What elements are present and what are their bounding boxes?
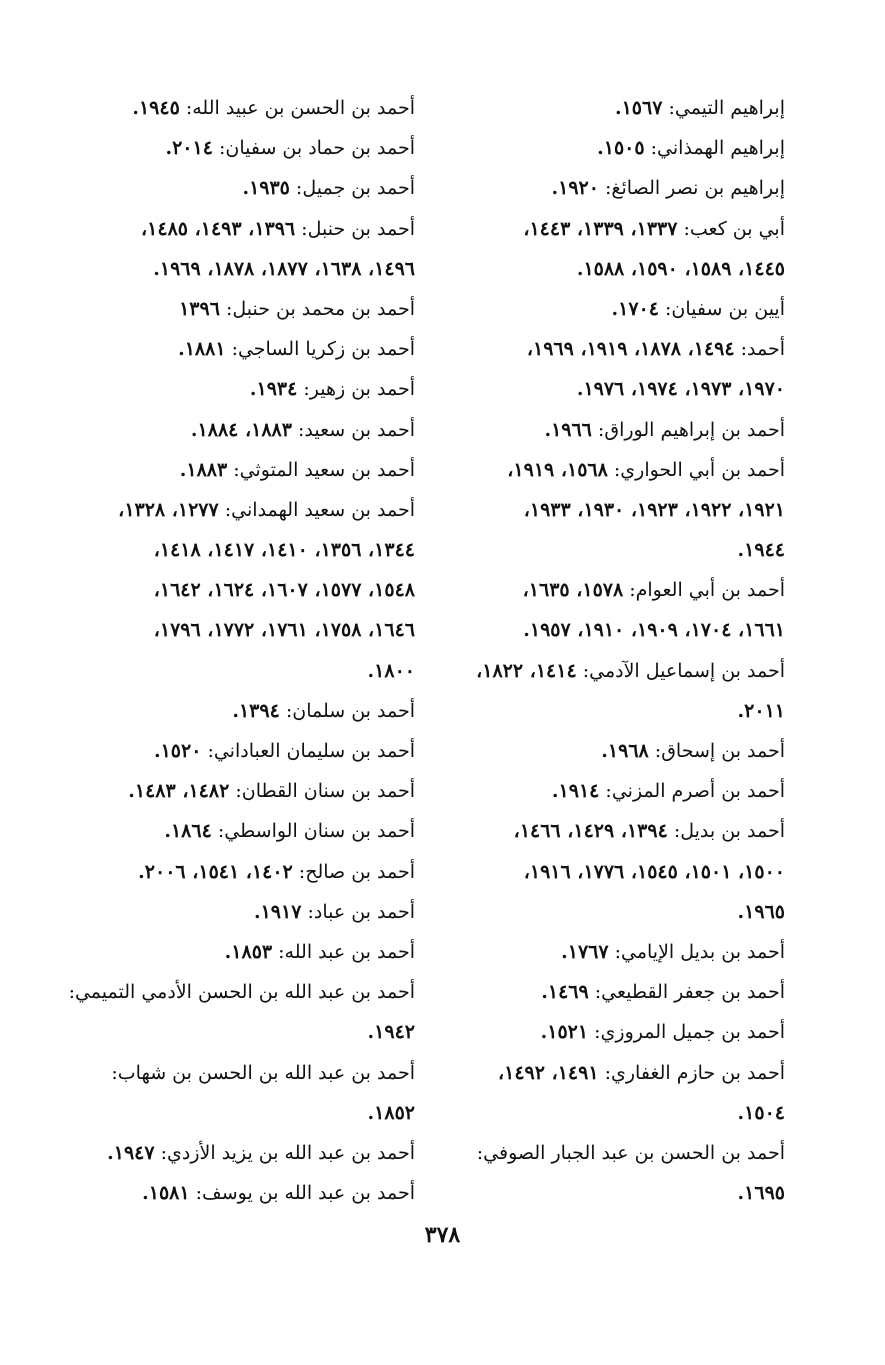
index-entry-continuation (417, 852, 785, 892)
entry-name: أبي بن كعب: (677, 217, 785, 240)
index-entry (43, 1053, 415, 1093)
entry-name: أحمد بن إسماعيل الآدمي: (576, 659, 785, 682)
entry-page-refs: ١٣٩٦ (179, 297, 220, 320)
entry-page-refs: ١٣٤٤، ١٣٥٦، ١٤١٠، ١٤١٧، ١٤١٨، (153, 539, 415, 562)
entry-name: إبراهيم بن نصر الصائغ: (598, 177, 785, 200)
entry-name: أحمد بن حماد بن سفيان: (212, 137, 415, 160)
index-entry-continuation (417, 249, 785, 289)
index-entry (417, 1053, 785, 1093)
entry-page-refs: ١٨٥٣. (224, 940, 273, 963)
entry-name: أحمد بن إسحاق: (648, 740, 785, 762)
index-entry (43, 972, 415, 1012)
index-entry (417, 932, 785, 972)
entry-page-refs: ١٤٩٤، ١٨٧٨، ١٩١٩، ١٩٦٩، (526, 338, 735, 361)
entry-name: أحمد بن سعيد المتوثي: (227, 458, 415, 481)
entry-name: أحمد بن عبد الله بن الحسن الأدمي التميمي: (68, 981, 415, 1004)
index-entry-continuation (43, 651, 415, 691)
entry-name: أحمد بن زكريا الساجي: (225, 338, 415, 361)
entry-page-refs: ١٦٤٦، ١٧٥٨، ١٧٦١، ١٧٧٢، ١٧٩٦، (153, 619, 415, 642)
entry-name: أحمد بن جميل المروزي: (588, 1021, 785, 1044)
index-entry (43, 410, 415, 450)
entry-page-refs: ١٨٨٣، ١٨٨٤. (190, 418, 292, 441)
entry-page-refs: ٢٠١٤. (165, 137, 213, 160)
entry-page-refs: ١٩٢٠. (551, 177, 599, 200)
entry-name: أحمد بن سليمان العباداني: (201, 740, 415, 762)
index-entry (43, 932, 415, 972)
index-entry (417, 811, 785, 851)
index-entry (417, 128, 785, 168)
entry-name: أحمد بن إبراهيم الوراق: (591, 418, 785, 441)
entry-page-refs: ١٩٧٠، ١٩٧٣، ١٩٧٤، ١٩٧٦. (576, 378, 785, 401)
index-entry (417, 329, 785, 369)
entry-page-refs: ١٥٢٠. (153, 740, 202, 762)
index-entry-continuation (43, 570, 415, 610)
entry-name: أحمد بن بديل الإيامي: (608, 940, 785, 963)
index-entry (417, 88, 785, 128)
index-entry (43, 892, 415, 932)
entry-page-refs: ١٩٤٥. (132, 97, 180, 119)
entry-page-refs: ١٨٥٢. (367, 1101, 415, 1124)
index-entry-continuation (417, 369, 785, 409)
index-entry (43, 771, 415, 811)
entry-name: أيين بن سفيان: (658, 297, 785, 320)
entry-name: أحمد بن أصرم المزني: (599, 780, 785, 803)
entry-page-refs: ١٥٧٨، ١٦٣٥، (522, 579, 624, 602)
entry-page-refs: ١٥٠٤. (737, 1101, 785, 1124)
entry-name: أحمد بن عبد الله: (272, 940, 415, 963)
entry-page-refs: ١٩٦٨. (601, 740, 649, 762)
entry-page-refs: ١٤٤٥، ١٥٨٩، ١٥٩٠، ١٥٨٨. (576, 257, 785, 280)
entry-page-refs: ١٩٤٢. (367, 1021, 415, 1044)
entry-name: أحمد بن سعيد: (291, 418, 415, 441)
entry-name: أحمد بن زهير: (297, 378, 415, 401)
entry-name: أحمد بن بديل: (667, 820, 785, 843)
index-entry (417, 1012, 785, 1052)
entry-name: أحمد بن محمد بن حنبل: (219, 297, 415, 320)
entry-page-refs: ١٩٣٥. (242, 177, 290, 200)
entry-name: أحمد بن حازم الغفاري: (598, 1061, 785, 1084)
index-entry (43, 209, 415, 249)
entry-page-refs: ١٥٦٨، ١٩١٩، (507, 458, 608, 481)
index-entry (417, 1133, 785, 1173)
index-column-right (417, 88, 785, 1213)
entry-page-refs: ١٩١٤. (551, 780, 600, 803)
entry-name: أحمد بن عبد الله بن يوسف: (189, 1182, 415, 1205)
index-entry-continuation (417, 530, 785, 570)
index-entry (43, 811, 415, 851)
entry-page-refs: ١٤٠٢، ١٥٤١، ٢٠٠٦. (138, 860, 293, 883)
entry-page-refs: ١٥٦٧. (614, 97, 663, 119)
entry-page-refs: ١٣٩٤. (232, 699, 280, 722)
index-entry (43, 88, 415, 128)
entry-page-refs: ١٣٩٤، ١٤٢٩، ١٤٦٦، (513, 820, 668, 843)
index-entry (43, 128, 415, 168)
entry-name: أحمد بن سنان القطان: (229, 780, 415, 803)
index-entry (43, 450, 415, 490)
index-entry (43, 490, 415, 530)
entry-name: أحمد بن سنان الواسطي: (211, 820, 415, 843)
entry-name: أحمد بن الحسن بن عبيد الله: (179, 97, 415, 119)
index-entry (417, 570, 785, 610)
index-entry (43, 168, 415, 208)
entry-page-refs: ١٩٤٧. (107, 1141, 155, 1164)
entry-page-refs: ١٩٤٤. (737, 539, 785, 562)
index-entry-continuation (43, 1093, 415, 1133)
entry-page-refs: ١٥٠٥. (597, 137, 645, 160)
index-entry (43, 369, 415, 409)
entry-page-refs: ١٦٦١، ١٧٠٤، ١٩٠٩، ١٩١٠، ١٩٥٧. (523, 619, 785, 642)
entry-name: أحمد بن جعفر القطيعي: (588, 981, 785, 1004)
entry-name: أحمد بن سلمان: (279, 699, 415, 722)
entry-name: أحمد: (734, 338, 785, 361)
index-entry (417, 972, 785, 1012)
index-entry-continuation (43, 249, 415, 289)
index-entry-continuation (417, 691, 785, 731)
index-entry-continuation (43, 530, 415, 570)
entry-page-refs: ١٣٣٧، ١٣٣٩، ١٤٤٣، (523, 217, 678, 240)
entry-page-refs: ١٩١٧. (253, 900, 302, 923)
index-entry-continuation (43, 610, 415, 650)
index-entry-continuation (417, 1093, 785, 1133)
index-column-left (43, 88, 415, 1213)
entry-name: إبراهيم التيمي: (662, 97, 785, 119)
entry-page-refs: ١٥٨١. (142, 1182, 190, 1205)
entry-page-refs: ١٥٠٠، ١٥٠١، ١٥٤٥، ١٧٧٦، ١٩١٦، (523, 860, 785, 883)
entry-name: أحمد بن أبي العوام: (623, 579, 785, 602)
entry-name: أحمد بن أبي الحواري: (607, 458, 785, 481)
index-entry (417, 209, 785, 249)
entry-name: أحمد بن الحسن بن عبد الجبار الصوفي: (476, 1141, 785, 1164)
entry-page-refs: ١٤٩٦، ١٦٣٨، ١٨٧٧، ١٨٧٨، ١٩٦٩. (153, 257, 415, 280)
entry-name: إبراهيم الهمذاني: (644, 137, 785, 160)
index-entry-continuation (417, 892, 785, 932)
entry-page-refs: ١٩٢١، ١٩٢٢، ١٩٢٣، ١٩٣٠، ١٩٣٣، (523, 498, 785, 521)
index-entry (417, 731, 785, 771)
index-entry-continuation (417, 610, 785, 650)
index-entry (417, 168, 785, 208)
entry-page-refs: ١٩٦٥. (737, 900, 785, 923)
entry-page-refs: ١٨٦٤. (164, 820, 212, 843)
index-entry (43, 1173, 415, 1213)
index-entry (43, 329, 415, 369)
entry-page-refs: ١٤٨٢، ١٤٨٣. (128, 780, 230, 803)
entry-page-refs: ١٧٠٤. (611, 297, 659, 320)
entry-page-refs: ١٧٦٧. (561, 940, 609, 963)
entry-name: أحمد بن حنبل: (295, 217, 415, 240)
entry-name: أحمد بن سعيد الهمداني: (218, 498, 415, 521)
entry-page-refs: ١٨٨٣. (179, 458, 228, 481)
entry-name: أحمد بن عباد: (301, 900, 415, 923)
entry-page-refs: ١٩٦٦. (544, 418, 592, 441)
index-entry (417, 771, 785, 811)
entry-name: أحمد بن جميل: (289, 177, 415, 200)
page-number: ٣٧٨ (424, 1222, 461, 1248)
entry-name: أحمد بن عبد الله بن الحسن بن شهاب: (111, 1061, 415, 1084)
index-entry (43, 289, 415, 329)
index-entry (43, 731, 415, 771)
index-entry (43, 1133, 415, 1173)
entry-page-refs: ١٦٩٥. (737, 1182, 785, 1205)
entry-page-refs: ١٤٦٩. (541, 981, 589, 1004)
entry-page-refs: ٢٠١١. (737, 699, 785, 722)
entry-page-refs: ١٨٨١. (178, 338, 226, 361)
entry-page-refs: ١٥٢١. (540, 1021, 589, 1044)
index-entry (417, 410, 785, 450)
index-entry-continuation (417, 490, 785, 530)
index-entry (43, 852, 415, 892)
entry-page-refs: ١٤٩١، ١٤٩٢، (498, 1061, 599, 1084)
entry-page-refs: ١٥٤٨، ١٥٧٧، ١٦٠٧، ١٦٢٤، ١٦٤٢، (153, 579, 415, 602)
entry-page-refs: ١٣٩٦، ١٤٩٣، ١٤٨٥، (141, 217, 296, 240)
index-entry (417, 651, 785, 691)
index-entry-continuation (43, 1012, 415, 1052)
entry-name: أحمد بن صالح: (292, 860, 415, 883)
entry-page-refs: ١٤١٤، ١٨٢٢، (476, 659, 577, 682)
index-entry (417, 289, 785, 329)
entry-name: أحمد بن عبد الله بن يزيد الأزدي: (154, 1141, 415, 1164)
entry-page-refs: ١٨٠٠. (367, 659, 415, 682)
entry-page-refs: ١٢٧٧، ١٣٢٨، (118, 498, 219, 521)
index-entry-continuation (417, 1173, 785, 1213)
index-entry (417, 450, 785, 490)
entry-page-refs: ١٩٣٤. (249, 378, 298, 401)
index-entry (43, 691, 415, 731)
